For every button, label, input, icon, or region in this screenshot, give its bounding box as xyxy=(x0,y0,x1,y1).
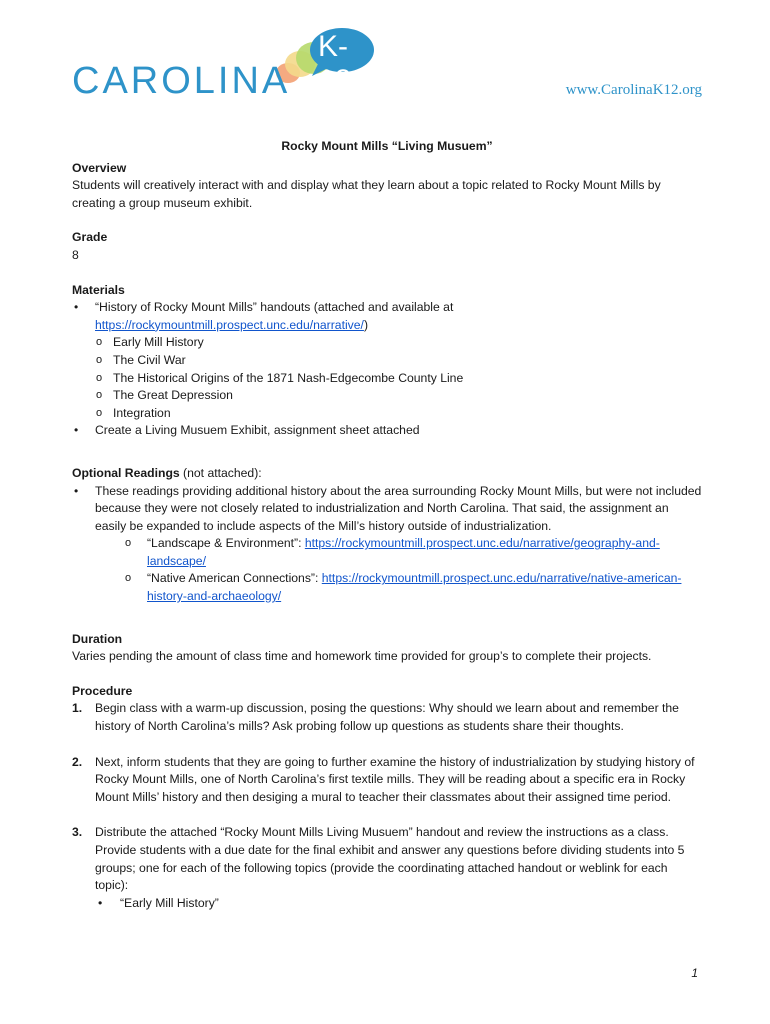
document-title: Rocky Mount Mills “Living Musuem” xyxy=(281,139,493,153)
list-item: o Integration xyxy=(95,405,702,423)
k12-badge-text: K-12 xyxy=(318,30,352,97)
handouts-close: ) xyxy=(363,317,368,332)
overview-heading: Overview xyxy=(72,160,127,175)
procedure-step xyxy=(72,700,702,735)
duration-text: Varies pending the amount of class time and homework time provided for group’s to complete their projects. xyxy=(72,649,652,664)
list-item: o Early Mill History xyxy=(95,334,702,352)
step-number: 2. xyxy=(72,754,83,769)
list-item xyxy=(95,570,702,605)
list-item: • Create a Living Musuem Exhibit, assignment sheet attached xyxy=(72,422,702,440)
procedure-step xyxy=(72,754,702,807)
reading-label: “Native American Connections”: xyxy=(147,571,322,586)
grade-value: 8 xyxy=(72,247,79,262)
list-item: o The Great Depression xyxy=(95,387,702,405)
optional-readings-list xyxy=(72,483,702,606)
page-number: 1 xyxy=(691,966,698,980)
procedure-step xyxy=(72,824,702,912)
landscape-link[interactable]: https://rockymountmill.prospect.unc.edu/narrative/geography-and-landscape/ xyxy=(147,536,660,568)
handout-topics-list xyxy=(95,334,702,422)
step-number: 3. xyxy=(72,825,83,840)
carolina-k12-logo[interactable] xyxy=(70,28,380,108)
narrative-link[interactable]: https://rockymountmill.prospect.unc.edu/narrative/ xyxy=(95,317,364,332)
list-item: o The Historical Origins of the 1871 Nash-Edgecombe County Line xyxy=(95,370,702,388)
procedure-heading: Procedure xyxy=(72,683,133,698)
list-item: o The Civil War xyxy=(95,352,702,370)
list-item xyxy=(72,299,702,422)
duration-heading: Duration xyxy=(72,631,123,646)
optional-readings-note: (not attached): xyxy=(179,465,262,480)
step-text: Begin class with a warm-up discussion, posing the questions: Why should we learn about and remember the history of North Carolina’s mills? Ask probing follow up questions as students share their thoughts. xyxy=(95,701,679,734)
overview-text: Students will creatively interact with and display what they learn about a topic related to Rocky Mount Mills by creating a group museum exhibit. xyxy=(72,178,661,210)
website-link[interactable]: www.CarolinaK12.org xyxy=(565,82,702,98)
optional-readings-heading: Optional Readings xyxy=(72,465,180,480)
step-number: 1. xyxy=(72,701,83,716)
step-text: Distribute the attached “Rocky Mount Mills Living Musuem” handout and review the instructions as a class. Provide students with a due date for the final exhibit and answer any questions before dividing students into 5 groups; one for each of the following topics (provide the coordinating attached handout or weblink for each topic): xyxy=(95,825,685,893)
carolina-wordmark: CAROLINA xyxy=(72,60,291,102)
list-item xyxy=(72,483,702,606)
materials-list xyxy=(72,299,702,440)
step3-topics-list xyxy=(95,895,702,913)
handouts-text: “History of Rocky Mount Mills” handouts (attached and available at xyxy=(95,300,454,315)
native-american-link[interactable]: https://rockymountmill.prospect.unc.edu/narrative/native-american-history-and-archaeology/ xyxy=(147,571,682,604)
reading-label: “Landscape & Environment”: xyxy=(147,536,305,551)
grade-heading: Grade xyxy=(72,230,108,245)
procedure-steps xyxy=(72,700,702,912)
list-item: • “Early Mill History” xyxy=(95,895,702,913)
step-text: Next, inform students that they are going to further examine the history of industrialization by studying history of Rocky Mount Mills, one of North Carolina’s first textile mills. They will be reading about a specific era in Rocky Mount Mills’ history and then desiging a mural to teacher their classmates about their assigned time period. xyxy=(95,754,695,804)
document-body xyxy=(72,138,702,912)
optional-readings-description: These readings providing additional history about the area surrounding Rocky Mount Mills, but were not included because they were not closely related to industrialization and North Carolina. That said, the assignment an easily be expanded to include aspects of the Mill’s history outside of industrialization. xyxy=(95,483,702,533)
optional-readings-title xyxy=(72,465,702,483)
readings-sublist xyxy=(95,535,702,605)
list-item xyxy=(95,535,702,570)
materials-heading: Materials xyxy=(72,282,125,297)
